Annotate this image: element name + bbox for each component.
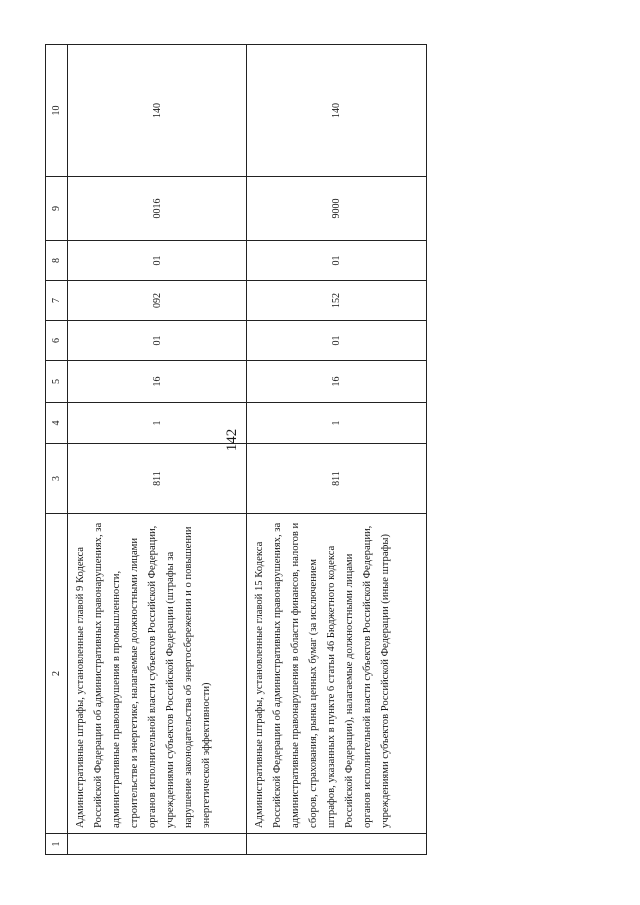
document-frame [45, 45, 411, 855]
table-row [247, 45, 427, 855]
header-cell-3: 3 [46, 444, 68, 514]
row-cell-col1 [68, 834, 247, 855]
row-description: Административные штрафы, установленные главой 9 Кодекса Российской Федерации об административных правонарушениях, за административные правонарушения в промышленности, строительстве и энергетике, налагаемые должностными лицами органов исполнительной власти субъектов Российской Федерации, учреждениями субъектов Российской Федерации (штрафы за нарушение законодательства об энергосбережении и о повышении энергетической эффективности) [68, 514, 247, 834]
row-cell-subarticle: 152 [247, 281, 427, 321]
header-cell-10: 10 [46, 45, 68, 177]
header-cell-2: 2 [46, 514, 68, 834]
row-cell-article: 01 [247, 321, 427, 361]
header-cell-6: 6 [46, 321, 68, 361]
header-cell-1: 1 [46, 834, 68, 855]
row-cell-subgroup: 16 [68, 361, 247, 403]
row-cell-admin-code: 811 [68, 444, 247, 514]
header-cell-5: 5 [46, 361, 68, 403]
row-description: Административные штрафы, установленные главой 15 Кодекса Российской Федерации об административных правонарушениях, за административные правонарушения в области финансов, налогов и сборов, страхования, рынка ценных бумаг (за исключением штрафов, указанных в пункте 6 статьи 46 Бюджетного кодекса Российской Федерации), налагаемые должностными лицами органов исполнительной власти субъектов Российской Федерации, учреждениями субъектов Российской Федерации (иные штрафы) [247, 514, 427, 834]
header-cell-4: 4 [46, 403, 68, 444]
row-cell-article: 01 [68, 321, 247, 361]
row-cell-group: 1 [247, 403, 427, 444]
budget-classification-table [45, 44, 427, 855]
table-container [45, 45, 411, 855]
header-cell-8: 8 [46, 241, 68, 281]
row-cell-econ-code: 140 [68, 45, 247, 177]
row-cell-program-code: 9000 [247, 177, 427, 241]
page-number: 142 [223, 428, 240, 452]
header-cell-7: 7 [46, 281, 68, 321]
row-cell-subgroup: 16 [247, 361, 427, 403]
row-cell-col1 [247, 834, 427, 855]
row-cell-element: 01 [247, 241, 427, 281]
row-cell-program-code: 0016 [68, 177, 247, 241]
table-row [68, 45, 247, 855]
table-header-row [46, 45, 68, 855]
row-cell-subarticle: 092 [68, 281, 247, 321]
row-cell-group: 1 [68, 403, 247, 444]
row-cell-admin-code: 811 [247, 444, 427, 514]
row-cell-element: 01 [68, 241, 247, 281]
header-cell-9: 9 [46, 177, 68, 241]
row-cell-econ-code: 140 [247, 45, 427, 177]
